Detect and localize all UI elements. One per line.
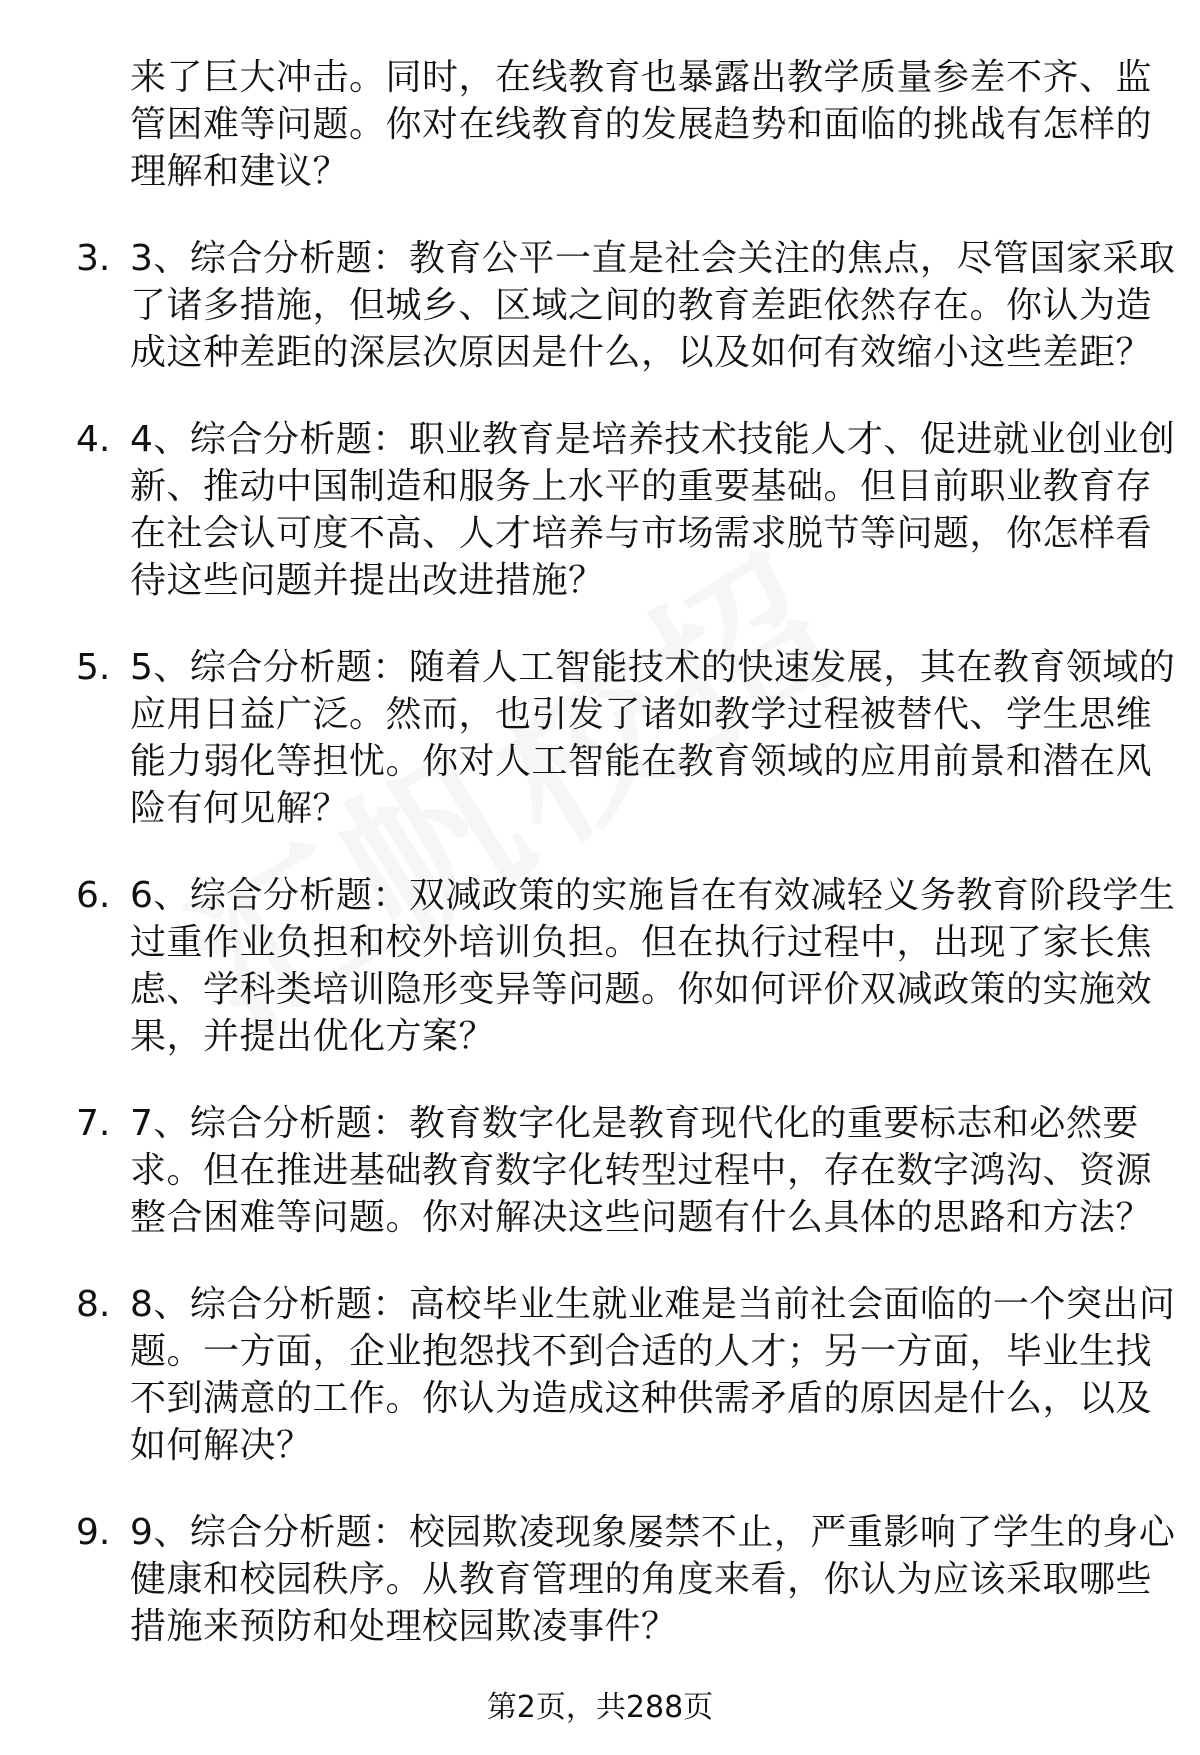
question-item-3 [76,235,1176,376]
continuation-paragraph [76,54,1176,195]
text-line: 措施来预防和处理校园欺凌事件？ [130,1606,678,1647]
text-line: 了诸多措施，但城乡、区域之间的教育差距依然存在。你认为造 [130,285,1153,326]
text-line: 6、综合分析题：双减政策的实施旨在有效减轻义务教育阶段学生 [130,875,1176,916]
text-line: 成这种差距的深层次原因是什么，以及如何有效缩小这些差距？ [130,332,1153,373]
text-line: 新、推动中国制造和服务上水平的重要基础。但目前职业教育存 [130,466,1153,507]
item-number: 8. [76,1284,111,1325]
text-line: 应用日益广泛。然而，也引发了诸如教学过程被替代、学生思维 [130,694,1153,735]
question-item-7 [76,1100,1176,1241]
question-item-9 [76,1509,1176,1650]
question-item-6 [76,872,1176,1060]
text-line: 虑、学科类培训隐形变异等问题。你如何评价双减政策的实施效 [130,969,1153,1010]
text-line: 待这些问题并提出改进措施？ [130,560,605,601]
text-line: 理解和建议？ [130,151,350,192]
text-line: 整合困难等问题。你对解决这些问题有什么具体的思路和方法？ [130,1197,1153,1238]
text-line: 果，并提出优化方案？ [130,1016,496,1057]
text-line: 在社会认可度不高、人才培养与市场需求脱节等问题，你怎样看 [130,513,1153,554]
item-number: 4. [76,419,111,460]
question-item-4 [76,416,1176,604]
text-line: 8、综合分析题：高校毕业生就业难是当前社会面临的一个突出问 [130,1284,1176,1325]
text-line: 管困难等问题。你对在线教育的发展趋势和面临的挑战有怎样的 [130,104,1153,145]
text-line: 健康和校园秩序。从教育管理的角度来看，你认为应该采取哪些 [130,1559,1153,1600]
item-number: 7. [76,1103,111,1144]
text-line: 7、综合分析题：教育数字化是教育现代化的重要标志和必然要 [130,1103,1139,1144]
text-line: 5、综合分析题：随着人工智能技术的快速发展，其在教育领域的 [130,647,1176,688]
text-line: 9、综合分析题：校园欺凌现象屡禁不止，严重影响了学生的身心 [130,1512,1176,1553]
question-item-5 [76,644,1176,832]
text-line: 3、综合分析题：教育公平一直是社会关注的焦点，尽管国家采取 [130,238,1176,279]
text-line: 来了巨大冲击。同时，在线教育也暴露出教学质量参差不齐、监 [130,57,1153,98]
item-number: 3. [76,238,111,279]
text-line: 不到满意的工作。你认为造成这种供需矛盾的原因是什么，以及 [130,1378,1153,1419]
question-item-8 [76,1281,1176,1469]
text-line: 险有何见解？ [130,788,350,829]
item-number: 6. [76,875,111,916]
text-line: 过重作业负担和校外培训负担。但在执行过程中，出现了家长焦 [130,922,1153,963]
item-number: 5. [76,647,111,688]
text-line: 4、综合分析题：职业教育是培养技术技能人才、促进就业创业创 [130,419,1176,460]
item-number: 9. [76,1512,111,1553]
page-number-footer: 第2页，共288页 [486,1690,714,1725]
text-line: 求。但在推进基础教育数字化转型过程中，存在数字鸿沟、资源 [130,1150,1153,1191]
text-line: 如何解决？ [130,1425,313,1466]
text-line: 题。一方面，企业抱怨找不到合适的人才；另一方面，毕业生找 [130,1331,1153,1372]
question-list [76,54,1176,1690]
text-line: 能力弱化等担忧。你对人工智能在教育领域的应用前景和潜在风 [130,741,1153,782]
